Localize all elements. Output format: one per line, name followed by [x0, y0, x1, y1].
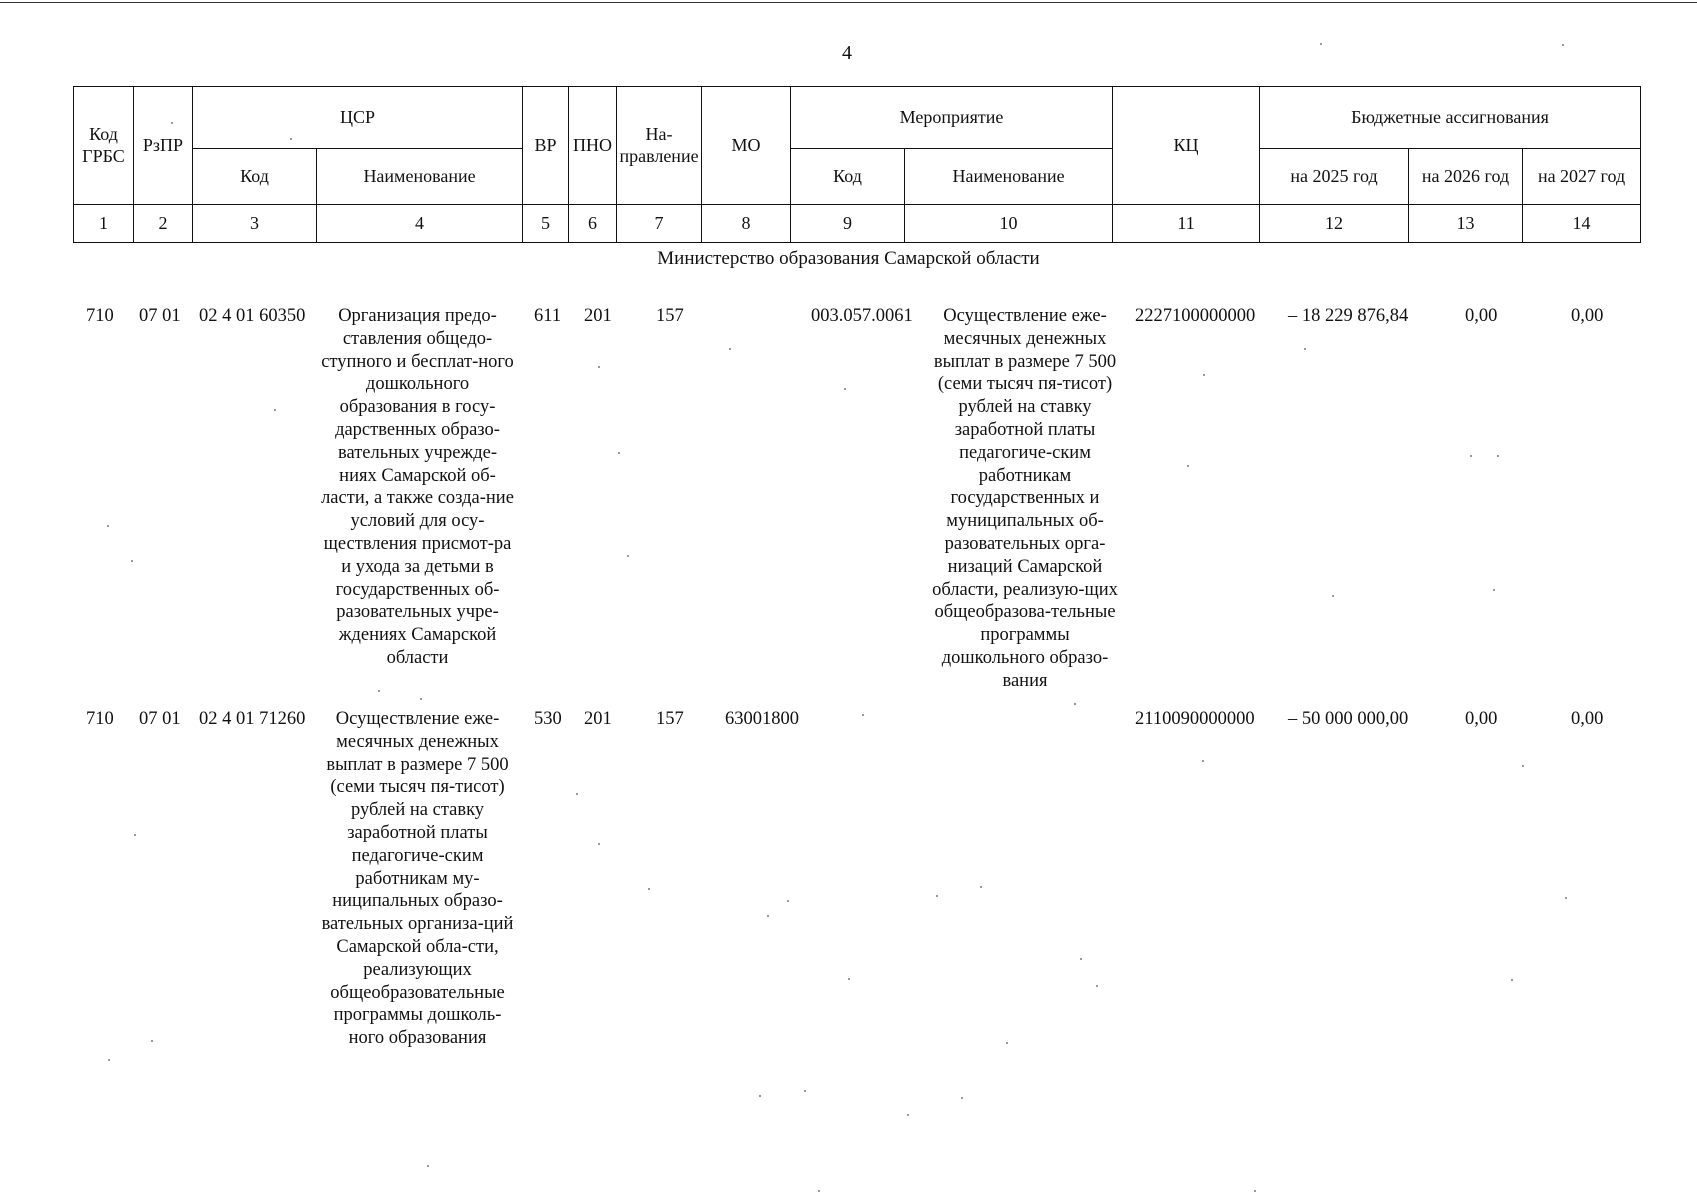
cell-napr: 157 — [656, 709, 684, 729]
header-pno: ПНО — [569, 87, 617, 205]
header-csr-kod: Код — [193, 149, 317, 205]
cell-vr: 530 — [534, 709, 562, 729]
cell-kc: 2227100000000 — [1135, 306, 1256, 326]
cell-vr: 611 — [534, 306, 562, 326]
col-number: 10 — [905, 205, 1113, 243]
cell-kc: 2110090000000 — [1135, 709, 1255, 729]
cell-csr-code: 02 4 01 60350 — [199, 306, 306, 326]
header-kc: КЦ — [1113, 87, 1260, 205]
cell-mo: 63001800 — [725, 709, 799, 729]
header-rzpr: РзПР — [134, 87, 193, 205]
cell-csr-code: 02 4 01 71260 — [199, 709, 306, 729]
col-number: 13 — [1409, 205, 1523, 243]
cell-grbs: 710 — [86, 306, 114, 326]
cell-amount-2025: – 18 229 876,84 — [1288, 306, 1409, 326]
col-number: 8 — [702, 205, 791, 243]
cell-amount-2026: 0,00 — [1465, 709, 1498, 729]
cell-amount-2027: 0,00 — [1571, 709, 1604, 729]
cell-amount-2027: 0,00 — [1571, 306, 1604, 326]
header-csr: ЦСР — [193, 87, 523, 149]
header-kod-grbs: Код ГРБС — [74, 87, 134, 205]
col-number: 5 — [523, 205, 569, 243]
header-mer-kod: Код — [791, 149, 905, 205]
page-top-rule — [0, 2, 1697, 3]
header-table — [73, 86, 1641, 243]
cell-mer-name: Осуществление еже-месячных денежных выплат в размере 7 500 (семи тысяч пя-тисот) рублей на ставку заработной платы педагогиче-ским работникам государственных и муниципальных об-разовательных орга-низаций Самарской области, реализую-щих общеобразова-тельные программы дошкольного образо-вания — [932, 306, 1118, 691]
cell-rzpr: 07 01 — [139, 306, 181, 326]
col-number: 11 — [1113, 205, 1260, 243]
header-y2025: на 2025 год — [1260, 149, 1409, 205]
col-number: 3 — [193, 205, 317, 243]
header-vr: ВР — [523, 87, 569, 205]
header-y2027: на 2027 год — [1523, 149, 1641, 205]
col-number: 12 — [1260, 205, 1409, 243]
col-number: 1 — [74, 205, 134, 243]
cell-mer-code: 003.057.0061 — [811, 306, 913, 326]
header-y2026: на 2026 год — [1409, 149, 1523, 205]
cell-amount-2025: – 50 000 000,00 — [1288, 709, 1409, 729]
header-napravlenie: На-правление — [617, 87, 702, 205]
col-number: 6 — [569, 205, 617, 243]
cell-pno: 201 — [584, 306, 612, 326]
header-meropriyatie: Мероприятие — [791, 87, 1113, 149]
col-number: 2 — [134, 205, 193, 243]
header-mer-name: Наименование — [905, 149, 1113, 205]
cell-amount-2026: 0,00 — [1465, 306, 1498, 326]
page-number: 4 — [842, 42, 852, 64]
col-number: 4 — [317, 205, 523, 243]
header-budget: Бюджетные ассигнования — [1260, 87, 1641, 149]
cell-csr-name: Осуществление еже-месячных денежных выплат в размере 7 500 (семи тысяч пя-тисот) рублей на ставку заработной платы педагогиче-ским работникам му-ниципальных образо-вательных организа-ций Самарской обла-сти, реализующих общеобразовательные программы дошколь-ного образования — [321, 709, 514, 1049]
cell-csr-name: Организация предо-ставления общедо-ступного и бесплат-ного дошкольного образования в госу-дарственных образо-вательных учрежде-ниях Самарской об-ласти, а также созда-ние условий для осу-ществления присмот-ра и ухода за детьми в государственных об-разовательных учре-ждениях Самарской области — [321, 306, 514, 668]
cell-grbs: 710 — [86, 709, 114, 729]
col-number: 7 — [617, 205, 702, 243]
cell-napr: 157 — [656, 306, 684, 326]
col-number: 9 — [791, 205, 905, 243]
cell-rzpr: 07 01 — [139, 709, 181, 729]
cell-pno: 201 — [584, 709, 612, 729]
header-csr-name: Наименование — [317, 149, 523, 205]
col-number: 14 — [1523, 205, 1641, 243]
ministry-heading: Министерство образования Самарской области — [657, 248, 1040, 269]
header-mo: МО — [702, 87, 791, 205]
